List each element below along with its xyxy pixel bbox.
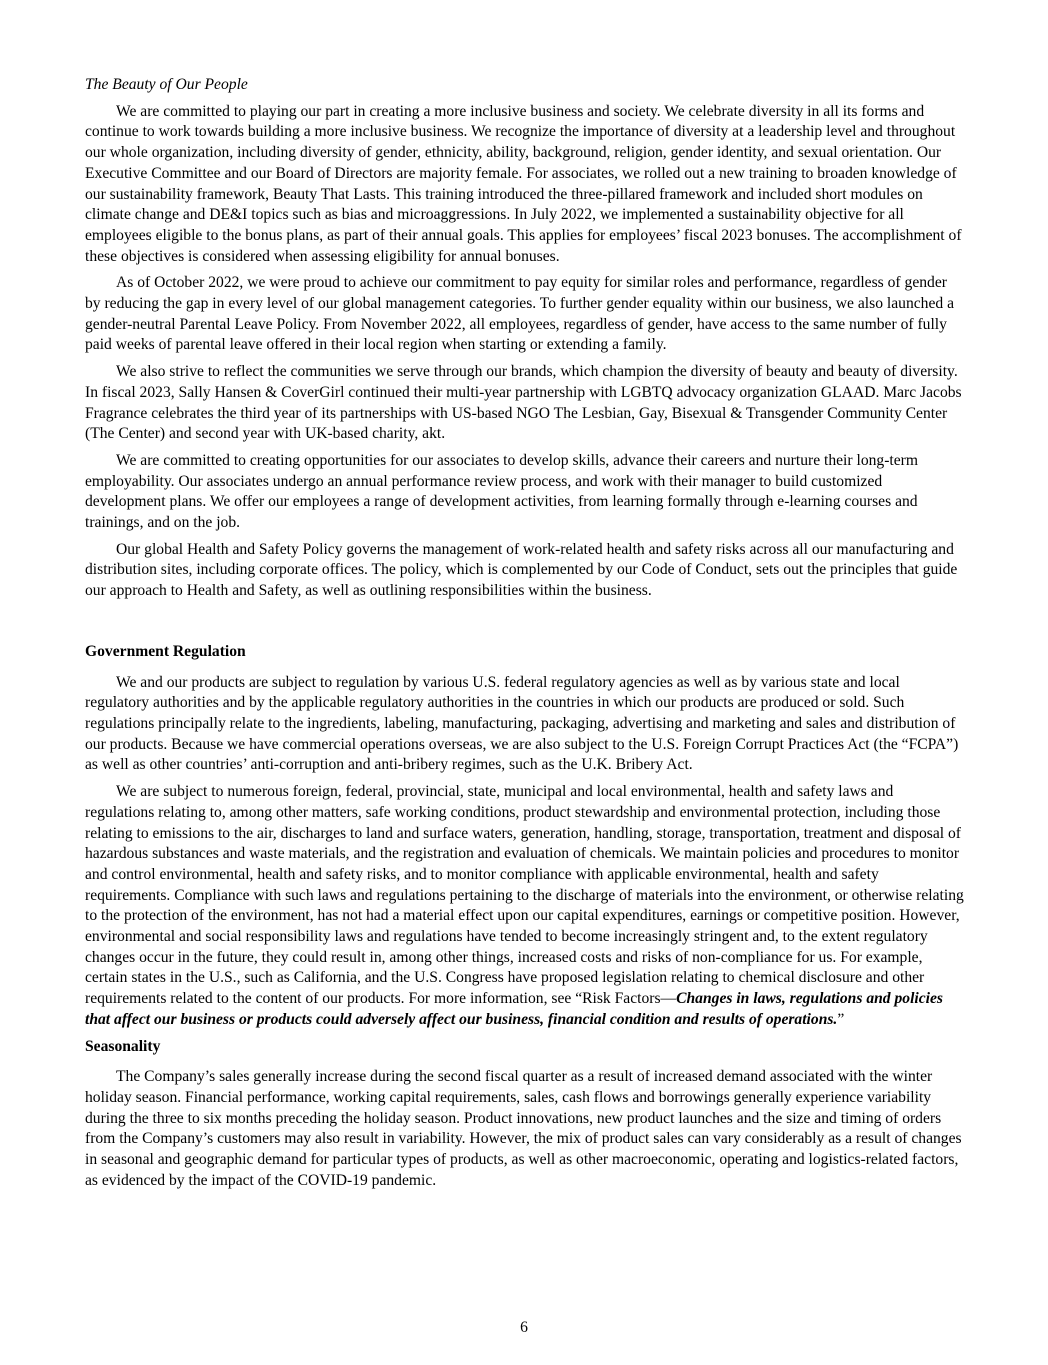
- paragraph: We are committed to creating opportunities for our associates to develop skills, advance their careers and nurture their long-term employability. Our associates undergo an annual performance review process, and work with their manager to build customized development plans. We offer our employees a range of development activities, from learning formally through e-learning courses and trainings, and on the job.: [85, 451, 918, 532]
- heading-seasonality: Seasonality: [85, 1037, 161, 1055]
- paragraph: Our global Health and Safety Policy governs the management of work-related health and safety risks across all our manufacturing and distribution sites, including corporate offices. The policy, which is complemented by our Code of Conduct, sets out the principles that guide our approach to Health and Safety, as well as outlining responsibilities within the business.: [85, 540, 958, 600]
- paragraph: We are committed to playing our part in creating a more inclusive business and society. We celebrate diversity in all its forms and continue to work towards building a more inclusive business. We recognize the importance of diversity at a leadership level and throughout our whole organization, including diversity of gender, ethnicity, ability, background, religion, gender identity, and sexual orientation. Our Executive Committee and our Board of Directors are majority female. For associates, we rolled out a new training to broaden knowledge of our sustainability framework, Beauty That Lasts. This training introduced the three-pillared framework and included short modules on climate change and DE&I topics such as bias and microaggressions. In July 2022, we implemented a sustainability objective for all employees eligible to the bonus plans, as part of their annual goals. This applies for employees’ fiscal 2023 bonuses. The accomplishment of these objectives is considered when assessing eligibility for annual bonuses.: [85, 102, 962, 265]
- closing-quote: ”: [837, 1010, 845, 1028]
- paragraph: The Company’s sales generally increase during the second fiscal quarter as a result of increased demand associated with the winter holiday season. Financial performance, working capital requirements, sales, cash flows and borrowings generally experience variability during the three to six months preceding the holiday season. Product innovations, new product launches and the size and timing of orders from the Company’s customers may also result in variability. However, the mix of product sales can vary considerably as a result of changes in seasonal and geographic demand for particular types of products, as well as other macroeconomic, operating and logistics-related factors, as evidenced by the impact of the COVID-19 pandemic.: [85, 1068, 962, 1189]
- paragraph-risk-factors: [85, 782, 965, 1030]
- paragraph: We also strive to reflect the communities we serve through our brands, which champion the diversity of beauty and beauty of diversity. In fiscal 2023, Sally Hansen & CoverGirl continued their multi-year partnership with LGBTQ advocacy organization GLAAD. Marc Jacobs Fragrance celebrates the third year of its partnerships with US-based NGO The Lesbian, Gay, Bisexual & Transgender Community Center (The Center) and second year with UK-based charity, akt.: [85, 363, 962, 443]
- document-body: [85, 75, 965, 1197]
- paragraph: As of October 2022, we were proud to achieve our commitment to pay equity for similar roles and performance, regardless of gender by reducing the gap in every level of our global management categories. To further gender equality within our business, we also launched a gender-neutral Parental Leave Policy. From November 2022, all employees, regardless of gender, have access to the same number of fully paid weeks of parental leave offered in their local region when starting or extending a family.: [85, 274, 954, 354]
- heading-government-regulation: Government Regulation: [85, 642, 246, 660]
- paragraph-text: We are subject to numerous foreign, federal, provincial, state, municipal and local environmental, health and safety laws and regulations relating to, among other matters, safe working conditions, product stewardship and environmental protection, including those relating to emissions to the air, discharges to land and surface waters, generation, handling, storage, transportation, treatment and disposal of hazardous substances and waste materials, and the registration and evaluation of chemicals. We maintain policies and procedures to monitor and control environmental, health and safety risks, and to monitor compliance with applicable environmental, health and safety requirements. Compliance with such laws and regulations pertaining to the discharge of materials into the environment, or otherwise relating to the protection of the environment, has not had a material effect upon our capital expenditures, earnings or competitive position. However, environmental and social responsibility laws and regulations have tended to become increasingly stringent and, to the extent regulatory changes occur in the future, they could result in, among other things, increased costs and risks of non-compliance for us. For example, certain states in the U.S., such as California, and the U.S. Congress have proposed legislation relating to chemical disclosure and other requirements related to the content of our products. For more information, see “Risk Factors—: [85, 783, 964, 1008]
- page-number: 6: [520, 1319, 528, 1336]
- paragraph: We and our products are subject to regulation by various U.S. federal regulatory agencies as well as by various state and local regulatory authorities and by the applicable regulatory authorities in the countries in which our products are produced or sold. Such regulations principally relate to the ingredients, labeling, manufacturing, packaging, advertising and marketing and sales and distribution of our products. Because we have commercial operations overseas, we are also subject to the U.S. Foreign Corrupt Practices Act (the “FCPA”) as well as other countries’ anti-corruption and anti-bribery regimes, such as the U.K. Bribery Act.: [85, 673, 959, 774]
- risk-factor-reference: Changes in laws, regulations and policies that affect our business or products could adversely affect our business, financial condition and results of operations.: [85, 990, 943, 1028]
- section-title-people: The Beauty of Our People: [85, 76, 248, 93]
